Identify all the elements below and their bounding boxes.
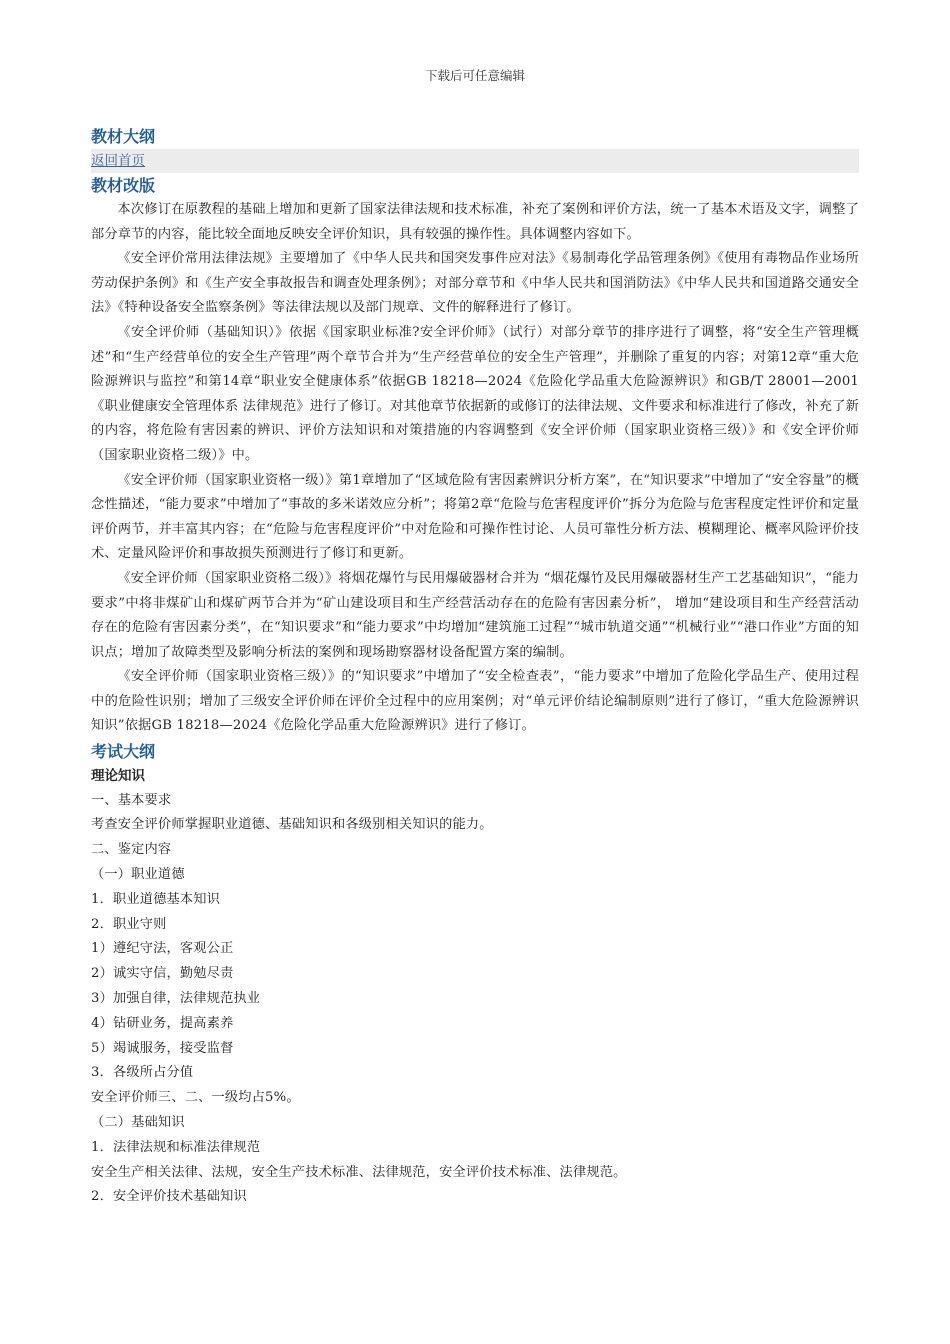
revision-paragraph: 《安全评价师（国家职业资格三级）》的“知识要求”中增加了“安全检查表”，“能力要求”中增加了危险化学品生产、使用过程中的危险性识别；增加了三级安全评价师在评价全过程中的应用案例；对“单元评价结论编制原则”进行了修订，“重大危险源辨识知识”依据GB 18218—2024《危险化学品重大危险源辨识》进行了修订。 [91, 669, 859, 734]
revision-paragraph: 《安全评价师（国家职业资格二级）》将烟花爆竹与民用爆破器材合并为 “烟花爆竹及民用爆破器材生产工艺基础知识”，“能力要求”中将非煤矿山和煤矿两节合并为“矿山建设项目和生产经营活动存在的危险有害因素分析”， 增加“建设项目和生产经营活动存在的危险有害因素分类”，在“知识要求”和“能力要求”中均增加“建筑施工过程”“城市轨道交通”“机械行业”“港口作业”方面的知识点；增加了故障类型及影响分析法的案例和现场勘察器材设备配置方案的编制。 [91, 570, 859, 660]
back-link-bar [91, 149, 859, 173]
header-note: 下载后可任意编辑 [424, 68, 525, 83]
revision-paragraph: 《安全评价师（基础知识）》依据《国家职业标准?安全评价师》（试行）对部分章节的排序进行了调整，将“安全生产管理概述”和“生产经营单位的安全生产管理”两个章节合并为“生产经营单位的安全生产管理”，并删除了重复的内容；对第12章“重大危险源辨识与监控”和第14章“职业安全健康体系”依据GB 18218—2024《危险化学品重大危险源辨识》和GB/T 28001—2001《职业健康安全管理体系 法律规范》进行了修订。对其他章节依据新的或修订的法律法规、文件要求和标准进行了修改，补充了新的内容，将危险有害因素的辨识、评价方法知识和对策措施的内容调整到《安全评价师（国家职业资格三级）》和《安全评价师（国家职业资格二级）》中。 [91, 324, 859, 463]
syllabus-title: 教材大纲 [91, 127, 156, 146]
outline-line: 1．职业道德基本知识 [91, 891, 221, 907]
outline-line: 4）钻研业务，提高素养 [91, 1015, 234, 1031]
outline-line: 5）竭诚服务，接受监督 [91, 1040, 234, 1056]
outline-line: 二、鉴定内容 [91, 842, 172, 858]
outline-line: 安全评价师三、二、一级均占5%。 [91, 1090, 300, 1106]
revision-paragraph: 《安全评价师（国家职业资格一级）》第1章增加了“区域危险有害因素辨识分析方案”，在“知识要求”中增加了“安全容量”的概念性描述，“能力要求”中增加了“事故的多米诺效应分析”；将第2章“危险与危害程度评价”拆分为危险与危害程度定性评价和定量评价两节，并丰富其内容；在“危险与危害程度评价”中对危险和可操作性讨论、人员可靠性分析方法、模糊理论、概率风险评价技术、定量风险评价和事故损失预测进行了修订和更新。 [91, 472, 859, 562]
outline-line: 2．安全评价技术基础知识 [91, 1189, 247, 1205]
outline-line: 1．法律法规和标准法律规范 [91, 1139, 261, 1155]
exam-title: 考试大纲 [91, 742, 156, 762]
outline-line: 考查安全评价师掌握职业道德、基础知识和各级别相关知识的能力。 [91, 817, 493, 833]
outline-line: （二）基础知识 [91, 1115, 185, 1131]
outline-line: 3．各级所占分值 [91, 1065, 194, 1081]
outline-line: 一、基本要求 [91, 792, 172, 808]
theory-title: 理论知识 [91, 768, 145, 785]
main-content [91, 124, 859, 1210]
revision-paragraph: 本次修订在原教程的基础上增加和更新了国家法律法规和技术标准，补充了案例和评价方法，统一了基本术语及文字，调整了部分章节的内容，能比较全面地反映安全评价知识，具有较强的操作性。具体调整内容如下。 [91, 202, 859, 242]
outline-line: 2）诚实守信，勤勉尽责 [91, 966, 234, 982]
revision-paragraph: 《安全评价常用法律法规》主要增加了《中华人民共和国突发事件应对法》《易制毒化学品管理条例》《使用有毒物品作业场所劳动保护条例》和《生产安全事故报告和调查处理条例》；对部分章节和《中华人民共和国消防法》《中华人民共和国道路交通安全法》《特种设备安全监察条例》等法律法规以及部门规章、文件的解释进行了修订。 [91, 251, 859, 316]
revision-title: 教材改版 [91, 176, 156, 195]
outline-line: 1）遵纪守法，客观公正 [91, 941, 234, 957]
outline-line: 3）加强自律，法律规范执业 [91, 991, 261, 1007]
outline-line: 2．职业守则 [91, 916, 167, 932]
outline-line: （一）职业道德 [91, 867, 185, 883]
back-home-link[interactable]: 返回首页 [91, 153, 145, 169]
outline-line: 安全生产相关法律、法规，安全生产技术标准、法律规范，安全评价技术标准、法律规范。 [91, 1164, 627, 1180]
